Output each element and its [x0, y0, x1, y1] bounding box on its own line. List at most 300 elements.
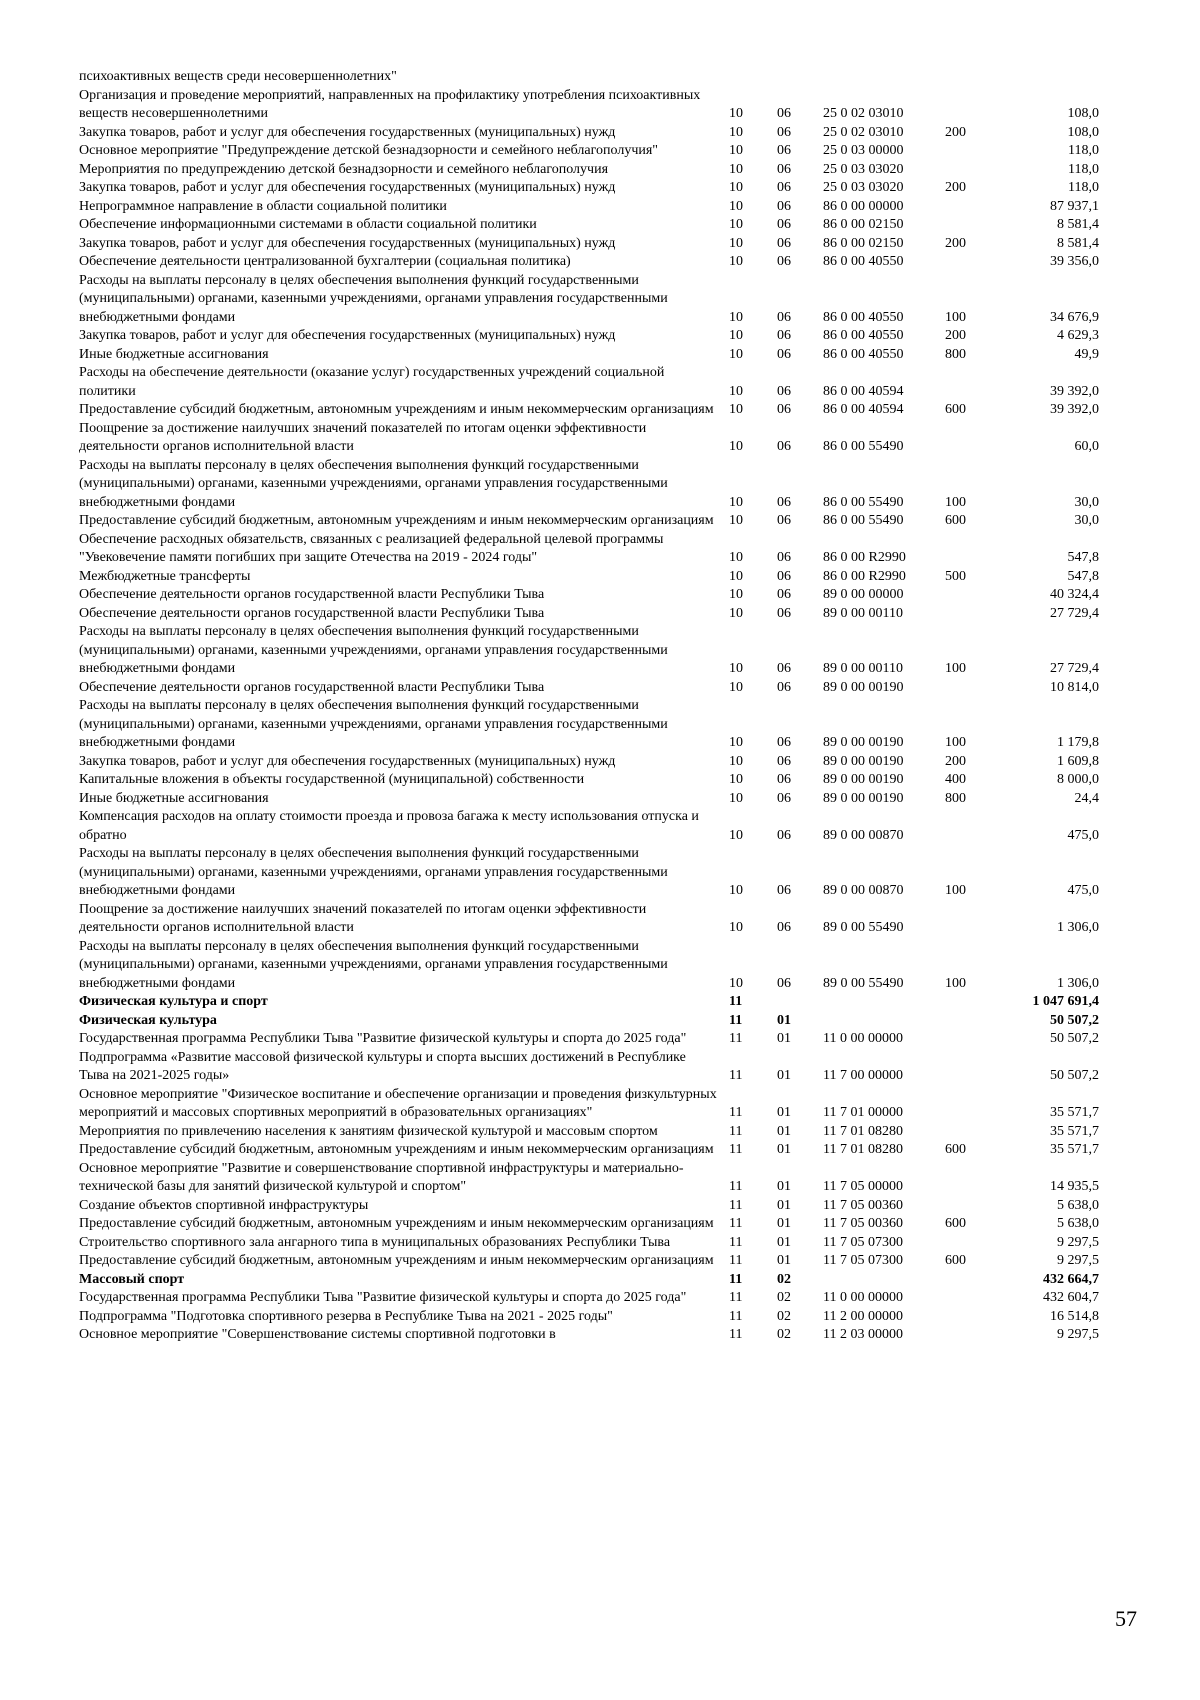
row-target-article: 86 0 00 55490	[823, 439, 904, 454]
row-subsection: 06	[777, 753, 791, 769]
row-subsection: 02	[777, 1290, 791, 1305]
row-amount: 5 638,0	[1057, 1216, 1099, 1231]
row-amount: 60,0	[1074, 439, 1099, 454]
row-section: 10	[729, 790, 743, 806]
table-row	[79, 697, 1139, 753]
row-subsection: 06	[777, 735, 791, 750]
row-section: 10	[729, 309, 743, 325]
row-subsection: 06	[777, 309, 791, 325]
row-amount: 39 392,0	[1050, 402, 1099, 417]
row-section: 10	[729, 513, 743, 528]
row-target-article: 89 0 00 00110	[823, 605, 903, 621]
table-row	[79, 401, 1139, 420]
row-target-article: 11 7 05 00360	[823, 1216, 903, 1231]
row-subsection: 06	[777, 328, 791, 343]
row-section: 10	[729, 124, 743, 140]
row-name: Основное мероприятие "Физическое воспитание и обеспечение организации и проведения физкультурных мероприятий и массовых спортивных мероприятий в образовательных организациях"	[79, 1086, 717, 1120]
row-section: 10	[729, 883, 743, 898]
row-subsection: 01	[777, 1105, 791, 1120]
row-amount: 1 179,8	[1057, 735, 1099, 750]
row-subsection: 01	[777, 1234, 791, 1250]
row-name: Основное мероприятие "Развитие и совершенствование спортивной инфраструктуры и материально-технической базы для занятий физической культурой и спортом"	[79, 1160, 684, 1194]
row-name: Иные бюджетные ассигнования	[79, 790, 269, 806]
row-target-article: 89 0 00 00870	[823, 883, 904, 898]
row-amount: 432 664,7	[1043, 1271, 1099, 1287]
row-section: 11	[729, 1197, 743, 1213]
row-subsection: 02	[777, 1327, 791, 1342]
table-row	[79, 993, 1139, 1012]
row-name: Основное мероприятие "Совершенствование системы спортивной подготовки в	[79, 1327, 556, 1342]
row-name: Обеспечение деятельности централизованной бухгалтерии (социальная политика)	[79, 254, 571, 269]
row-name: Иные бюджетные ассигнования	[79, 346, 269, 362]
row-target-article: 89 0 00 00870	[823, 827, 904, 843]
row-section: 10	[729, 735, 743, 750]
row-section: 11	[729, 994, 743, 1009]
table-row	[79, 1271, 1139, 1290]
row-target-article: 25 0 03 03020	[823, 161, 904, 177]
row-subsection: 06	[777, 217, 791, 232]
row-subsection: 06	[777, 180, 791, 195]
row-subsection: 06	[777, 402, 791, 417]
row-amount: 49,9	[1074, 346, 1099, 362]
row-subsection: 01	[777, 1179, 791, 1194]
row-target-article: 89 0 00 00190	[823, 772, 904, 787]
row-target-article: 86 0 00 40550	[823, 309, 904, 325]
row-name: Межбюджетные трансферты	[79, 568, 251, 584]
row-subsection: 01	[777, 1068, 791, 1083]
row-section: 10	[729, 920, 743, 935]
row-target-article: 25 0 02 03010	[823, 124, 904, 140]
table-row	[79, 457, 1139, 513]
row-subsection: 01	[777, 1253, 791, 1268]
row-section: 10	[729, 346, 743, 362]
row-section: 11	[729, 1105, 743, 1120]
row-subsection: 02	[777, 1271, 791, 1287]
table-row	[79, 679, 1139, 698]
row-target-article: 11 7 01 00000	[823, 1105, 903, 1120]
row-name: Государственная программа Республики Тыва "Развитие физической культуры и спорта до 2025 года"	[79, 1031, 687, 1046]
row-target-article: 86 0 00 40550	[823, 346, 904, 362]
row-expense-type: 200	[945, 235, 966, 251]
row-subsection: 06	[777, 679, 791, 695]
row-name: Организация и проведение мероприятий, направленных на профилактику употребления психоактивных веществ несовершеннолетними	[79, 87, 701, 121]
row-expense-type: 600	[945, 1253, 966, 1268]
row-section: 10	[729, 217, 743, 232]
row-name: Мероприятия по привлечению населения к занятиям физической культурой и массовым спортом	[79, 1123, 658, 1139]
row-name: Государственная программа Республики Тыва "Развитие физической культуры и спорта до 2025 года"	[79, 1290, 687, 1305]
row-expense-type: 400	[945, 772, 966, 787]
row-amount: 108,0	[1067, 106, 1099, 121]
row-section: 11	[729, 1142, 743, 1157]
row-amount: 30,0	[1074, 513, 1099, 528]
row-section: 10	[729, 550, 743, 565]
row-subsection: 06	[777, 383, 791, 399]
row-amount: 1 306,0	[1057, 920, 1099, 935]
row-name: Обеспечение деятельности органов государственной власти Республики Тыва	[79, 679, 545, 695]
row-amount: 9 297,5	[1057, 1253, 1099, 1268]
table-row	[79, 1160, 1139, 1197]
row-target-article: 11 2 00 00000	[823, 1308, 903, 1324]
row-name: Предоставление субсидий бюджетным, автономным учреждениям и иным некоммерческим организациям	[79, 1216, 714, 1231]
row-amount: 14 935,5	[1050, 1179, 1099, 1194]
row-name: Расходы на выплаты персоналу в целях обеспечения выполнения функций государственными (муниципальными) органами, казенными учреждениями, органами управления государственными внебюджетными фондами	[79, 272, 668, 325]
row-name: Предоставление субсидий бюджетным, автономным учреждениям и иным некоммерческим организациям	[79, 402, 714, 417]
row-name: Массовый спорт	[79, 1271, 185, 1287]
table-row	[79, 901, 1139, 938]
row-subsection: 01	[777, 1142, 791, 1157]
row-name: Поощрение за достижение наилучших значений показателей по итогам оценки эффективности деятельности органов исполнительной власти	[79, 901, 647, 935]
row-name: Расходы на выплаты персоналу в целях обеспечения выполнения функций государственными (муниципальными) органами, казенными учреждениями, органами управления государственными внебюджетными фондами	[79, 846, 668, 898]
row-amount: 34 676,9	[1050, 309, 1099, 325]
table-row	[79, 1197, 1139, 1216]
row-section: 10	[729, 679, 743, 695]
row-target-article: 11 7 01 08280	[823, 1123, 903, 1139]
row-section: 10	[729, 235, 743, 251]
row-expense-type: 600	[945, 1216, 966, 1231]
table-row	[79, 771, 1139, 790]
row-name: Закупка товаров, работ и услуг для обеспечения государственных (муниципальных) нужд	[79, 328, 616, 343]
table-row	[79, 1234, 1139, 1253]
row-section: 10	[729, 402, 743, 417]
row-target-article: 86 0 00 R2990	[823, 568, 906, 584]
row-section: 10	[729, 254, 743, 269]
row-section: 11	[729, 1123, 743, 1139]
row-amount: 8 581,4	[1057, 235, 1099, 251]
row-name: Обеспечение деятельности органов государственной власти Республики Тыва	[79, 587, 545, 602]
row-name: Физическая культура	[79, 1012, 217, 1028]
row-amount: 547,8	[1067, 550, 1099, 565]
row-expense-type: 100	[945, 735, 966, 750]
row-target-article: 86 0 00 40594	[823, 402, 904, 417]
table-row	[79, 586, 1139, 605]
row-subsection: 06	[777, 513, 791, 528]
table-row	[79, 808, 1139, 845]
row-subsection: 06	[777, 143, 791, 158]
table-row	[79, 605, 1139, 624]
table-row	[79, 124, 1139, 143]
row-expense-type: 800	[945, 790, 966, 806]
row-target-article: 11 7 00 00000	[823, 1068, 903, 1083]
row-name: Предоставление субсидий бюджетным, автономным учреждениям и иным некоммерческим организациям	[79, 513, 714, 528]
row-target-article: 11 7 05 00000	[823, 1179, 903, 1194]
table-row	[79, 1086, 1139, 1123]
row-subsection: 01	[777, 1031, 791, 1046]
table-row	[79, 87, 1139, 124]
row-target-article: 11 7 05 07300	[823, 1253, 903, 1268]
row-target-article: 89 0 00 55490	[823, 975, 904, 991]
row-section: 11	[729, 1253, 743, 1268]
row-subsection: 06	[777, 106, 791, 121]
row-expense-type: 200	[945, 124, 966, 140]
row-name: Закупка товаров, работ и услуг для обеспечения государственных (муниципальных) нужд	[79, 180, 616, 195]
row-section: 10	[729, 439, 743, 454]
row-expense-type: 600	[945, 513, 966, 528]
row-target-article: 89 0 00 00110	[823, 661, 903, 676]
row-section: 10	[729, 494, 743, 510]
row-subsection: 06	[777, 254, 791, 269]
table-row	[79, 1308, 1139, 1327]
row-amount: 39 392,0	[1050, 383, 1099, 399]
row-section: 10	[729, 661, 743, 676]
row-target-article: 89 0 00 00190	[823, 753, 904, 769]
row-section: 11	[729, 1031, 743, 1046]
row-subsection: 06	[777, 161, 791, 177]
table-row	[79, 346, 1139, 365]
row-subsection: 06	[777, 568, 791, 584]
row-amount: 8 581,4	[1057, 217, 1099, 232]
row-subsection: 06	[777, 198, 791, 214]
row-expense-type: 100	[945, 494, 966, 510]
row-subsection: 01	[777, 1123, 791, 1139]
table-row	[79, 753, 1139, 772]
row-amount: 50 507,2	[1050, 1068, 1099, 1083]
row-name: Подпрограмма «Развитие массовой физической культуры и спорта высших достижений в Республике Тыва на 2021-2025 годы»	[79, 1049, 686, 1083]
row-target-article: 89 0 00 00000	[823, 587, 904, 602]
row-target-article: 25 0 02 03010	[823, 106, 904, 121]
row-subsection: 06	[777, 494, 791, 510]
row-amount: 1 047 691,4	[1032, 994, 1099, 1009]
table-row	[79, 623, 1139, 679]
row-expense-type: 500	[945, 568, 966, 584]
table-row	[79, 198, 1139, 217]
row-section: 10	[729, 198, 743, 214]
row-name: Строительство спортивного зала ангарного типа в муниципальных образованиях Республики Тыва	[79, 1234, 671, 1250]
row-subsection: 06	[777, 439, 791, 454]
row-subsection: 06	[777, 975, 791, 991]
row-name: Закупка товаров, работ и услуг для обеспечения государственных (муниципальных) нужд	[79, 124, 616, 140]
row-target-article: 86 0 00 40550	[823, 328, 904, 343]
row-expense-type: 600	[945, 402, 966, 417]
row-name: Капитальные вложения в объекты государственной (муниципальной) собственности	[79, 772, 585, 787]
row-name: Расходы на выплаты персоналу в целях обеспечения выполнения функций государственными (муниципальными) органами, казенными учреждениями, органами управления государственными внебюджетными фондами	[79, 938, 668, 991]
row-name: Мероприятия по предупреждению детской безнадзорности и семейного неблагополучия	[79, 161, 609, 177]
row-amount: 4 629,3	[1057, 328, 1099, 343]
row-target-article: 86 0 00 40594	[823, 383, 904, 399]
row-amount: 50 507,2	[1050, 1012, 1099, 1028]
row-amount: 118,0	[1068, 180, 1099, 195]
row-section: 10	[729, 753, 743, 769]
row-expense-type: 100	[945, 883, 966, 898]
table-row	[79, 1289, 1139, 1308]
row-target-article: 25 0 03 00000	[823, 143, 904, 158]
row-target-article: 86 0 00 40550	[823, 254, 904, 269]
row-subsection: 06	[777, 550, 791, 565]
row-name: Непрограммное направление в области социальной политики	[79, 198, 447, 214]
row-subsection: 06	[777, 605, 791, 621]
table-row	[79, 235, 1139, 254]
row-name: Компенсация расходов на оплату стоимости проезда и провоза багажа к месту использования отпуска и обратно	[79, 809, 699, 843]
row-amount: 1 609,8	[1057, 753, 1099, 769]
row-expense-type: 600	[945, 1142, 966, 1157]
row-expense-type: 200	[945, 753, 966, 769]
row-section: 11	[729, 1012, 743, 1028]
table-row	[79, 420, 1139, 457]
row-amount: 10 814,0	[1050, 679, 1099, 695]
row-amount: 9 297,5	[1057, 1327, 1099, 1342]
row-amount: 87 937,1	[1050, 198, 1099, 214]
row-target-article: 89 0 00 55490	[823, 920, 904, 935]
row-section: 10	[729, 106, 743, 121]
row-subsection: 06	[777, 883, 791, 898]
table-row	[79, 272, 1139, 328]
row-target-article: 86 0 00 02150	[823, 235, 904, 251]
row-name: Расходы на выплаты персоналу в целях обеспечения выполнения функций государственными (муниципальными) органами, казенными учреждениями, органами управления государственными внебюджетными фондами	[79, 624, 668, 676]
row-target-article: 25 0 03 03020	[823, 180, 904, 195]
row-name: Закупка товаров, работ и услуг для обеспечения государственных (муниципальных) нужд	[79, 235, 616, 251]
table-row	[79, 1215, 1139, 1234]
table-row	[79, 179, 1139, 198]
row-expense-type: 800	[945, 346, 966, 362]
row-subsection: 06	[777, 661, 791, 676]
row-target-article: 86 0 00 00000	[823, 198, 904, 214]
row-subsection: 06	[777, 235, 791, 251]
table-row	[79, 364, 1139, 401]
row-target-article: 11 2 03 00000	[823, 1327, 903, 1342]
row-expense-type: 100	[945, 309, 966, 325]
row-amount: 27 729,4	[1050, 605, 1099, 621]
table-row	[79, 790, 1139, 809]
row-expense-type: 200	[945, 180, 966, 195]
row-expense-type: 100	[945, 661, 966, 676]
table-row	[79, 938, 1139, 994]
row-expense-type: 200	[945, 328, 966, 343]
row-amount: 432 604,7	[1043, 1290, 1099, 1305]
row-section: 11	[729, 1234, 743, 1250]
row-subsection: 06	[777, 346, 791, 362]
row-subsection: 01	[777, 1216, 791, 1231]
row-name: Поощрение за достижение наилучших значений показателей по итогам оценки эффективности деятельности органов исполнительной власти	[79, 420, 647, 454]
row-target-article: 11 7 01 08280	[823, 1142, 903, 1157]
row-target-article: 11 7 05 00360	[823, 1197, 903, 1213]
row-amount: 8 000,0	[1057, 772, 1099, 787]
row-section: 11	[729, 1308, 743, 1324]
table-row	[79, 1326, 1139, 1345]
row-amount: 24,4	[1074, 790, 1099, 806]
row-section: 10	[729, 975, 743, 991]
row-name: Предоставление субсидий бюджетным, автономным учреждениям и иным некоммерческим организациям	[79, 1253, 714, 1268]
row-target-article: 86 0 00 R2990	[823, 550, 906, 565]
row-target-article: 86 0 00 02150	[823, 217, 904, 232]
row-name: Подпрограмма "Подготовка спортивного резерва в Республике Тыва на 2021 - 2025 годы"	[79, 1308, 613, 1324]
table-row	[79, 253, 1139, 272]
row-section: 10	[729, 568, 743, 584]
row-amount: 35 571,7	[1050, 1105, 1099, 1120]
table-row	[79, 68, 1139, 87]
row-amount: 39 356,0	[1050, 254, 1099, 269]
row-name: психоактивных веществ среди несовершеннолетних"	[79, 69, 397, 84]
row-subsection: 01	[777, 1197, 791, 1213]
table-row	[79, 142, 1139, 161]
row-subsection: 06	[777, 920, 791, 935]
row-section: 11	[729, 1290, 743, 1305]
row-target-article: 11 0 00 00000	[823, 1290, 903, 1305]
row-name: Обеспечение информационными системами в области социальной политики	[79, 217, 537, 232]
table-row	[79, 531, 1139, 568]
table-row	[79, 568, 1139, 587]
row-subsection: 06	[777, 772, 791, 787]
row-amount: 1 306,0	[1057, 975, 1099, 991]
row-section: 10	[729, 383, 743, 399]
table-row	[79, 161, 1139, 180]
table-row	[79, 845, 1139, 901]
table-row	[79, 1030, 1139, 1049]
row-expense-type: 100	[945, 975, 966, 991]
row-target-article: 89 0 00 00190	[823, 790, 904, 806]
row-name: Расходы на выплаты персоналу в целях обеспечения выполнения функций государственными (муниципальными) органами, казенными учреждениями, органами управления государственными внебюджетными фондами	[79, 457, 668, 510]
row-section: 11	[729, 1068, 743, 1083]
row-amount: 108,0	[1067, 124, 1099, 140]
row-name: Расходы на обеспечение деятельности (оказание услуг) государственных учреждений социальной политики	[79, 365, 665, 399]
row-target-article: 11 7 05 07300	[823, 1234, 903, 1250]
row-amount: 30,0	[1074, 494, 1099, 510]
row-section: 10	[729, 772, 743, 787]
row-amount: 118,0	[1068, 161, 1099, 177]
row-section: 10	[729, 143, 743, 158]
row-section: 10	[729, 587, 743, 602]
budget-table	[79, 68, 1139, 1345]
row-subsection: 06	[777, 790, 791, 806]
row-amount: 16 514,8	[1050, 1308, 1099, 1324]
row-name: Основное мероприятие "Предупреждение детской безнадзорности и семейного неблагополучия"	[79, 143, 659, 158]
table-row	[79, 512, 1139, 531]
row-section: 10	[729, 328, 743, 343]
row-name: Расходы на выплаты персоналу в целях обеспечения выполнения функций государственными (муниципальными) органами, казенными учреждениями, органами управления государственными внебюджетными фондами	[79, 698, 668, 750]
row-target-article: 89 0 00 00190	[823, 679, 904, 695]
row-section: 10	[729, 161, 743, 177]
table-row	[79, 1012, 1139, 1031]
table-row	[79, 216, 1139, 235]
row-section: 11	[729, 1327, 743, 1342]
table-row	[79, 1123, 1139, 1142]
row-amount: 5 638,0	[1057, 1197, 1099, 1213]
row-name: Закупка товаров, работ и услуг для обеспечения государственных (муниципальных) нужд	[79, 753, 616, 769]
row-section: 11	[729, 1216, 743, 1231]
table-row	[79, 1252, 1139, 1271]
row-section: 10	[729, 827, 743, 843]
row-name: Физическая культура и спорт	[79, 994, 268, 1009]
row-target-article: 89 0 00 00190	[823, 735, 904, 750]
row-target-article: 86 0 00 55490	[823, 513, 904, 528]
row-section: 10	[729, 180, 743, 195]
row-subsection: 06	[777, 827, 791, 843]
row-amount: 475,0	[1067, 883, 1099, 898]
row-amount: 118,0	[1068, 143, 1099, 158]
row-section: 10	[729, 605, 743, 621]
row-target-article: 11 0 00 00000	[823, 1031, 903, 1046]
row-subsection: 06	[777, 587, 791, 602]
row-amount: 50 507,2	[1050, 1031, 1099, 1046]
row-amount: 27 729,4	[1050, 661, 1099, 676]
table-row	[79, 327, 1139, 346]
row-name: Создание объектов спортивной инфраструктуры	[79, 1197, 369, 1213]
row-amount: 9 297,5	[1057, 1234, 1099, 1250]
page-number: 57	[1115, 1606, 1137, 1631]
row-target-article: 86 0 00 55490	[823, 494, 904, 510]
row-amount: 40 324,4	[1050, 587, 1099, 602]
row-name: Обеспечение расходных обязательств, связанных с реализацией федеральной целевой программы "Увековечение памяти погибших при защите Отечества на 2019 - 2024 годы"	[79, 531, 664, 565]
row-amount: 547,8	[1067, 568, 1099, 584]
row-name: Обеспечение деятельности органов государственной власти Республики Тыва	[79, 605, 545, 621]
row-subsection: 01	[777, 1012, 791, 1028]
table-row	[79, 1049, 1139, 1086]
row-amount: 35 571,7	[1050, 1123, 1099, 1139]
row-name: Предоставление субсидий бюджетным, автономным учреждениям и иным некоммерческим организациям	[79, 1142, 714, 1157]
row-subsection: 06	[777, 124, 791, 140]
table-row	[79, 1141, 1139, 1160]
row-section: 11	[729, 1179, 743, 1194]
row-amount: 35 571,7	[1050, 1142, 1099, 1157]
row-section: 11	[729, 1271, 743, 1287]
